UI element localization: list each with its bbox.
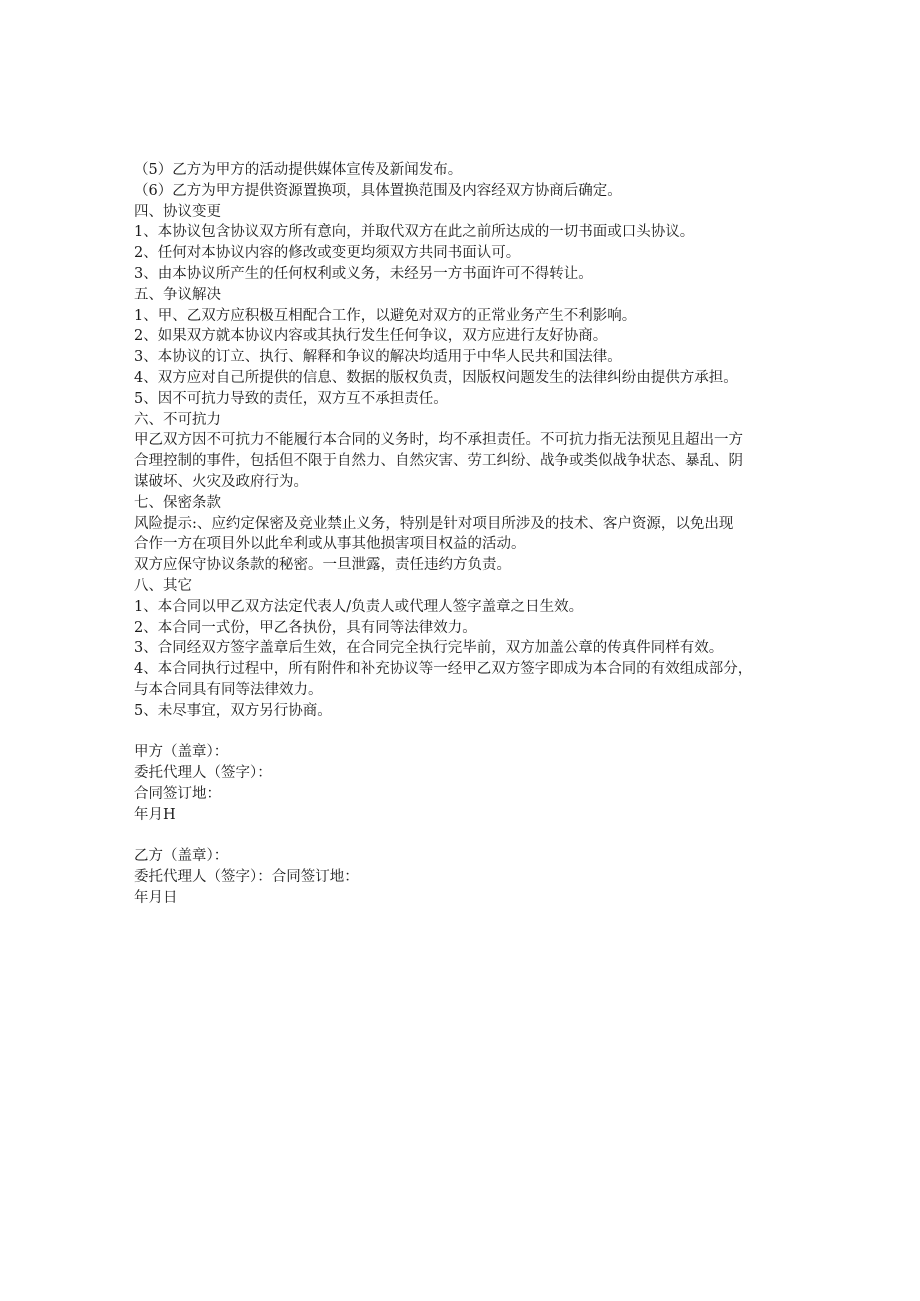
clause-8-4: 4、本合同执行过程中，所有附件和补充协议等一经甲乙双方签字即成为本合同的有效组成部分， [134, 661, 753, 678]
party-b-agent-place: 委托代理人（签字）：合同签订地： [134, 869, 359, 886]
party-a-agent: 委托代理人（签字）： [134, 765, 272, 782]
force-majeure-line-1: 甲乙双方因不可抗力不能履行本合同的义务时，均不承担责任。不可抗力指无法预见且超出一方 [134, 432, 743, 449]
party-a-date: 年月H [134, 806, 176, 823]
clause-3-5: （5）乙方为甲方的活动提供媒体宣传及新闻发布。 [134, 162, 463, 178]
section-eight [134, 576, 794, 722]
clause-5-1: 1、甲、乙双方应积极互相配合工作，以避免对双方的正常业务产生不利影响。 [134, 307, 637, 324]
spacer [134, 826, 794, 847]
clause-4-1: 1、本协议包含协议双方所有意向，并取代双方在此之前所达成的一切书面或口头协议。 [134, 224, 695, 241]
party-a-signature-block [134, 742, 794, 825]
section-five [134, 285, 794, 410]
party-a-seal: 甲方（盖章）： [134, 744, 229, 761]
party-b-seal: 乙方（盖章）： [134, 848, 229, 865]
section-six [134, 410, 794, 493]
clause-4-3: 3、由本协议所产生的任何权利或义务，未经另一方书面许可不得转让。 [134, 265, 593, 282]
clause-8-3: 3、合同经双方签字盖章后生效，在合同完全执行完毕前，双方加盖公章的传真件同样有效。 [134, 640, 724, 657]
party-b-signature-block [134, 846, 794, 908]
clause-8-5: 5、未尽事宜，双方另行协商。 [134, 702, 332, 719]
section-four-heading: 四、协议变更 [134, 203, 221, 220]
clause-3-6: （6）乙方为甲方提供资源置换项，具体置换范围及内容经双方协商后确定。 [134, 182, 622, 199]
party-a-place: 合同签订地： [134, 785, 221, 802]
clause-8-2: 2、本合同一式份，甲乙各执份，具有同等法律效力。 [134, 619, 477, 636]
clause-5-2: 2、如果双方就本协议内容或其执行发生任何争议，双方应进行友好协商。 [134, 328, 608, 345]
section-six-heading: 六、不可抗力 [134, 411, 221, 428]
clause-4-2: 2、任何对本协议内容的修改或变更均须双方共同书面认可。 [134, 245, 521, 262]
spacer [134, 722, 794, 743]
force-majeure-line-3: 谋破坏、火灾及政府行为。 [134, 473, 308, 490]
section-seven [134, 493, 794, 576]
section-five-heading: 五、争议解决 [134, 286, 221, 303]
clause-8-1: 1、本合同以甲乙双方法定代表人/负责人或代理人签字盖章之日生效。 [134, 598, 584, 615]
section-eight-heading: 八、其它 [134, 577, 192, 594]
clause-8-4-continued: 与本合同具有同等法律效力。 [134, 681, 323, 698]
section-four [134, 202, 794, 285]
clause-5-4: 4、双方应对自己所提供的信息、数据的版权负责，因版权问题发生的法律纠纷由提供方承担。 [134, 369, 738, 386]
section-seven-heading: 七、保密条款 [134, 494, 221, 511]
confidentiality-line-2: 合作一方在项目外以此牟利或从事其他损害项目权益的活动。 [134, 536, 526, 553]
contract-body [134, 160, 794, 909]
clause-5-3: 3、本协议的订立、执行、解释和争议的解决均适用于中华人民共和国法律。 [134, 349, 622, 366]
confidentiality-line-1: 风险提示:、应约定保密及竞业禁止义务，特别是针对项目所涉及的技术、客户资源，以免出现 [134, 515, 734, 532]
clause-5-5: 5、因不可抗力导致的责任，双方互不承担责任。 [134, 390, 448, 407]
confidentiality-line-3: 双方应保守协议条款的秘密。一旦泄露，责任违约方负责。 [134, 557, 511, 574]
section-three-tail [134, 160, 794, 202]
force-majeure-line-2: 合理控制的事件，包括但不限于自然力、自然灾害、劳工纠纷、战争或类似战争状态、暴乱、阴 [134, 453, 743, 470]
party-b-date: 年月日 [134, 889, 178, 906]
